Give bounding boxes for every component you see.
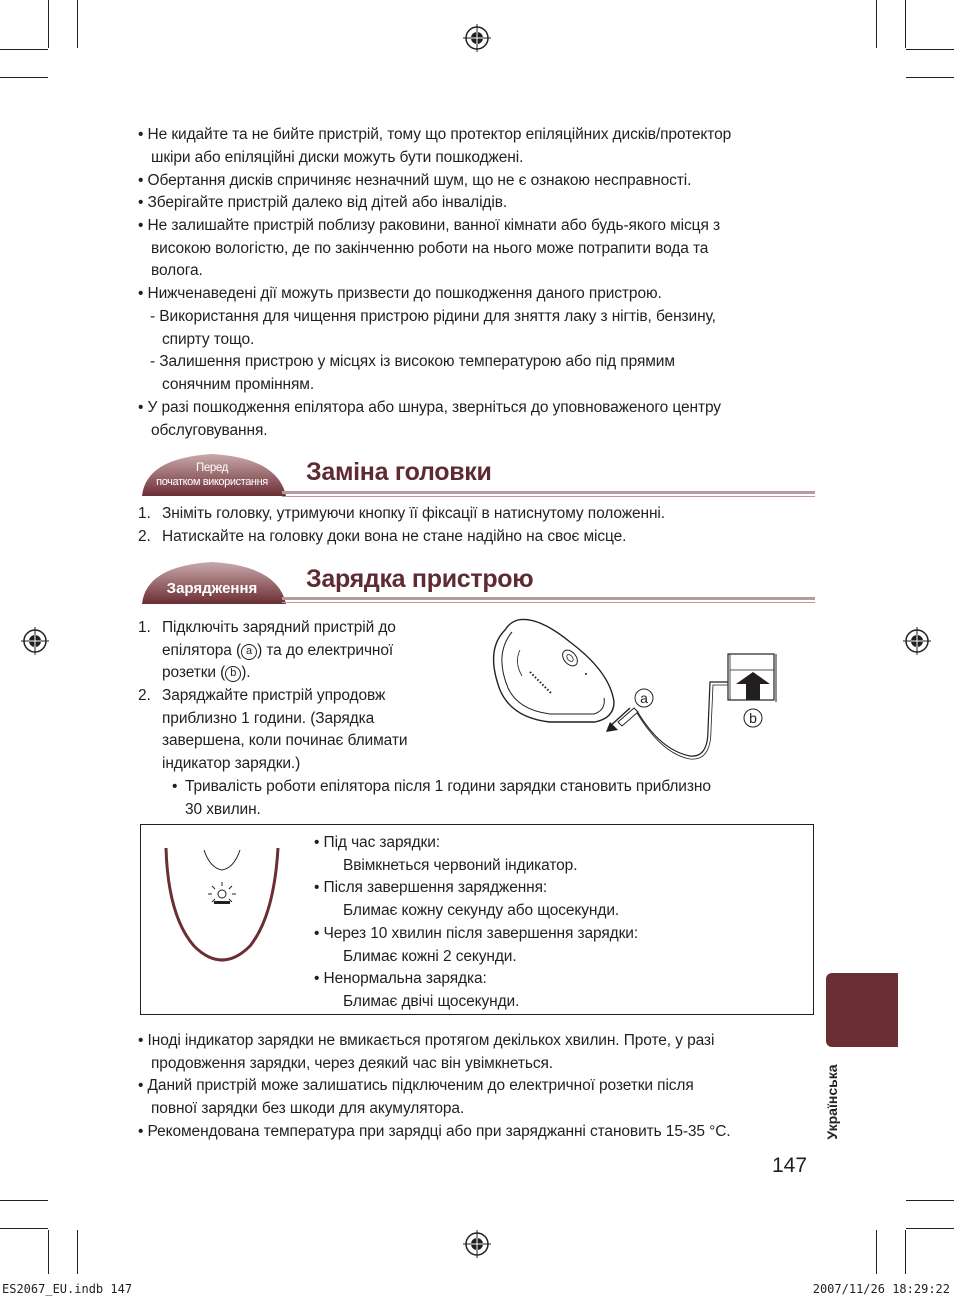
list-item: • Обертання дисків спричиняє незначний шум, що не є ознакою несправності. — [138, 172, 692, 189]
registration-mark-bottom — [461, 1228, 493, 1260]
list-item: • Не кидайте та не бийте пристрій, тому що протектор епіляційних дисків/протектор шкіри або епіляційні диски можуть бути пошкоджені. — [138, 126, 732, 166]
section-title-head-replacement: Заміна головки — [306, 458, 492, 486]
list-item: • У разі пошкодження епілятора або шнура, зверніться до уповноваженого центру обслуговування. — [138, 399, 721, 439]
list-subitem: - Залишення пристрою у місцях із високою температурою або під прямим сонячним промінням. — [150, 353, 675, 393]
footer-file-info: ES2067_EU.indb 147 — [2, 1282, 133, 1296]
language-tab-label: Українська — [824, 1064, 840, 1140]
callout-b-icon: b — [225, 666, 241, 682]
light-icon — [208, 882, 236, 902]
indicator-label: • Через 10 хвилин після завершення зарядки: — [314, 925, 639, 942]
section-rule-thin — [282, 496, 815, 497]
list-item: • Нижченаведені дії можуть призвести до пошкодження даного пристрою. — [138, 285, 662, 302]
step-item: 1. Зніміть головку, утримуючи кнопку її фіксації в натиснутому положенні. — [138, 505, 665, 522]
registration-mark-top — [461, 22, 493, 54]
list-item: • Зберігайте пристрій далеко від дітей або інвалідів. — [138, 194, 508, 211]
registration-mark-right — [901, 625, 933, 657]
charging-note: • Тривалість роботи епілятора після 1 години зарядки становить приблизно 30 хвилин. — [172, 778, 711, 818]
indicator-desc: Блимає кожні 2 секунди. — [343, 948, 517, 965]
list-item: • Іноді індикатор зарядки не вмикається протягом декількох хвилин. Проте, у разі продовження зарядки, через деякий час він увімкнеться. — [138, 1032, 715, 1072]
step-item: 2. Заряджайте пристрій упродовж приблизно 1 години. (Зарядка завершена, коли починає блимати індикатор зарядки.) — [138, 687, 408, 773]
indicator-label: • Ненормальна зарядка: — [314, 970, 487, 987]
svg-text:b: b — [749, 710, 757, 726]
charging-illustration — [490, 610, 790, 770]
step-item: 1. Підключіть зарядний пристрій до епілятора ( a ) та до електричної розетки ( b ). — [138, 619, 396, 682]
indicator-label: • Після завершення зарядження: — [314, 879, 548, 896]
list-item: • Даний пристрій може залишатись підключеним до електричної розетки після повної зарядки без шкоди для акумулятора. — [138, 1077, 694, 1117]
indicator-desc: Ввімкнеться червоний індикатор. — [343, 857, 578, 874]
list-item: • Рекомендована температура при зарядці або при заряджанні становить 15-35 °C. — [138, 1123, 731, 1140]
section-title-charging: Зарядка пристрою — [306, 565, 534, 593]
footer-timestamp: 2007/11/26 18:29:22 — [812, 1282, 950, 1296]
page-number: 147 — [772, 1154, 808, 1177]
language-tab — [826, 973, 898, 1047]
indicator-desc: Блимає двічі щосекунди. — [343, 993, 520, 1010]
indicator-desc: Блимає кожну секунду або щосекунди. — [343, 902, 620, 919]
svg-text:a: a — [640, 690, 648, 706]
section-rule — [282, 597, 815, 600]
section-badge-label: Перед початком використання — [156, 462, 268, 488]
section-rule-thin — [282, 602, 815, 603]
epilator-icon — [494, 619, 614, 722]
section-badge-label: Зарядження — [166, 580, 258, 597]
charging-indicator-illustration — [160, 846, 286, 968]
list-subitem: - Використання для чищення пристрою рідини для зняття лаку з нігтів, бензину, спирту тощо. — [150, 308, 716, 348]
registration-mark-left — [19, 625, 51, 657]
section-rule — [282, 491, 815, 494]
callout-a-icon: a — [241, 644, 257, 660]
list-item: • Не залишайте пристрій поблизу раковини, ванної кімнати або будь-якого місця з високою вологістю, де по закінченню роботи на нього може потрапити вода та волога. — [138, 217, 720, 280]
indicator-label: • Під час зарядки: — [314, 834, 440, 851]
step-item: 2. Натискайте на головку доки вона не стане надійно на своє місце. — [138, 528, 627, 545]
